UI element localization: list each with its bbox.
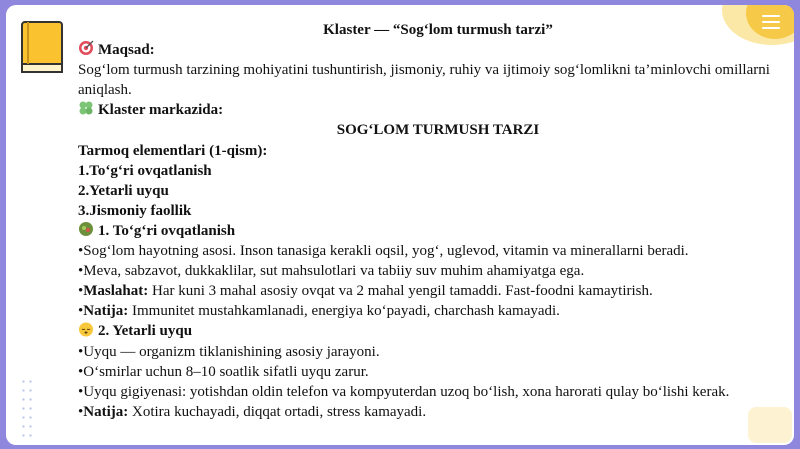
goal-label: Maqsad: (98, 42, 155, 59)
element-item-1: 1.To‘g‘ri ovqatlanish (78, 162, 212, 179)
center-heading (78, 100, 794, 120)
result-label-2: Natija: (83, 403, 129, 420)
section1-heading (78, 221, 794, 241)
advice-label: Maslahat: (83, 283, 149, 300)
page-title: Klaster — “Sog‘lom turmush tarzi” (323, 22, 553, 38)
element-item-3: 3.Jismoniy faollik (78, 202, 192, 219)
advice-text: Har kuni 3 mahal asosiy ovqat va 2 mahal yengil tamaddi. Fast-foodni kamaytirish. (148, 283, 653, 300)
goal-heading (78, 40, 794, 60)
salad-icon (78, 221, 94, 237)
goal-text: Sog‘lom turmush tarzining mohiyatini tushuntirish, jismoniy, ruhiy va ijtimoiy sog‘lomlikni ta’minlovchi omillarni aniqlash. (78, 62, 770, 99)
slide-content (78, 20, 794, 422)
sleeping-face-icon (78, 321, 94, 337)
book-icon (20, 20, 64, 74)
result-text: Immunitet mustahkamlanadi, energiya ko‘payadi, charchash kamayadi. (128, 303, 560, 320)
section2-bullet-3: •Uyqu gigiyenasi: yotishdan oldin telefon va kompyuterdan uzoq bo‘lish, xona harorati qulay bo‘lishi kerak. (78, 383, 730, 400)
section1-advice: •Maslahat: Har kuni 3 mahal asosiy ovqat va 2 mahal yengil tamaddi. Fast-foodni kamaytirish. (78, 283, 653, 300)
section1-title: 1. To‘g‘ri ovqatlanish (98, 222, 236, 239)
section1-bullet-2: •Meva, sabzavot, dukkaklilar, sut mahsulotlari va tabiiy suv muhim ahamiyatga ega. (78, 263, 585, 280)
slide-frame (6, 5, 794, 445)
target-icon (78, 40, 94, 56)
elements-heading: Tarmoq elementlari (1-qism): (78, 142, 268, 159)
result-text-2: Xotira kuchayadi, diqqat ortadi, stress kamayadi. (128, 403, 427, 420)
section2-heading (78, 321, 794, 341)
section2-result: •Natija: Xotira kuchayadi, diqqat ortadi, stress kamayadi. (78, 403, 427, 420)
section2-bullet-2: •O‘smirlar uchun 8–10 soatlik sifatli uyqu zarur. (78, 363, 369, 380)
section2-title: 2. Yetarli uyqu (98, 323, 193, 340)
dot-pattern-decoration (20, 377, 34, 443)
section2-bullet-1: •Uyqu — organizm tiklanishining asosiy jarayoni. (78, 343, 380, 360)
result-label: Natija: (83, 303, 129, 320)
clover-icon (78, 100, 94, 116)
section1-result: •Natija: Immunitet mustahkamlanadi, energiya ko‘payadi, charchash kamayadi. (78, 303, 560, 320)
center-label: Klaster markazida: (98, 102, 224, 119)
section1-bullet-1: •Sog‘lom hayotning asosi. Inson tanasiga kerakli oqsil, yog‘, uglevod, vitamin va minerallarni beradi. (78, 243, 689, 260)
element-item-2: 2.Yetarli uyqu (78, 182, 169, 199)
center-title: SOG‘LOM TURMUSH TARZI (336, 122, 540, 139)
